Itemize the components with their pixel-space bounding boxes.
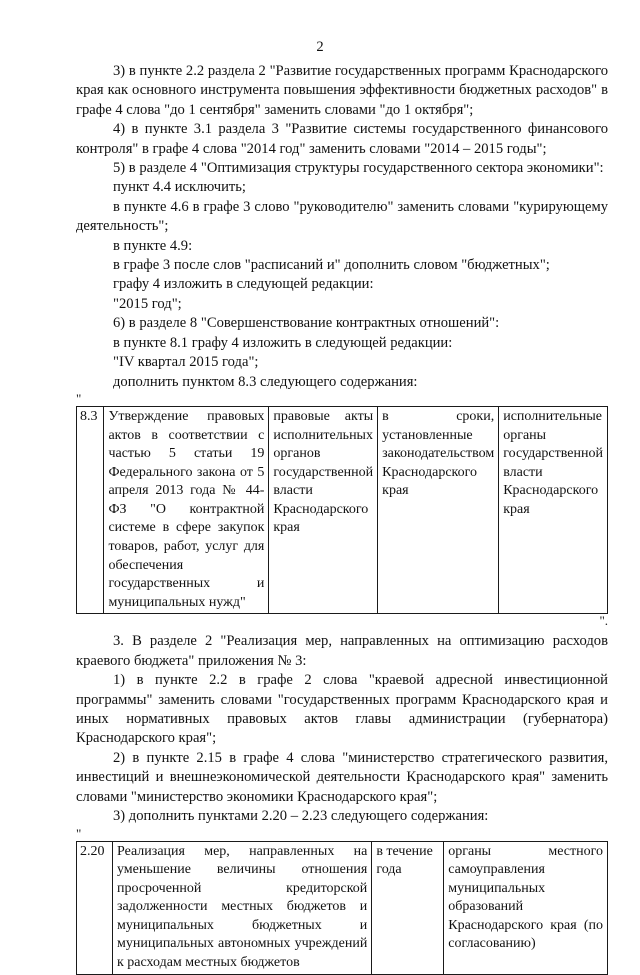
open-quote: " [76,390,82,406]
item-number: 8.3 [77,406,104,614]
paragraph: 3) в пункте 2.2 раздела 2 "Развитие государственных программ Краснодарского края как основного инструмента повышения эффективности бюджетных расходов" в графе 4 слова "до 1 сентября" заменить словами "до 1 октября"; [76,63,608,118]
table-row [77,841,608,974]
table-row [77,406,608,614]
paragraph: 1) в пункте 2.2 в графе 2 слова "краевой адресной инвестиционной программы" заменить словами "государственных программ Краснодарского края и иных нормативных правовых актов главы администрации (губернатора) Краснодарского края"; [76,672,608,747]
document-body [76,62,608,975]
paragraph: 5) в разделе 4 "Оптимизация структуры государственного сектора экономики": [113,160,604,177]
paragraph: "2015 год"; [113,295,182,312]
deadline-cell: в сроки, установленные законодательством Краснодарского края [378,406,499,614]
open-quote: " [76,825,82,841]
paragraph: в графе 3 после слов "расписаний и" дополнить словом "бюджетных"; [113,257,550,274]
amendment-table-2-20 [76,841,608,975]
close-quote: ". [599,613,608,629]
paragraph: в пункте 4.9: [113,237,193,254]
paragraph: в пункте 8.1 графу 4 изложить в следующей редакции: [113,334,453,351]
paragraph: "IV квартал 2015 года"; [113,354,259,371]
paragraph: в пункте 4.6 в графе 3 слово "руководителю" заменить словами "курирующему деятельность"; [76,198,608,235]
paragraph: 2) в пункте 2.15 в графе 4 слова "министерство стратегического развития, инвестиций и внешнеэкономической деятельности Краснодарского края" заменить словами "министерство экономики Краснодарского края"; [76,749,608,805]
executor-cell: исполнительные органы государственной власти Краснодарского края [499,406,608,614]
paragraph: 3. В разделе 2 "Реализация мер, направленных на оптимизацию расходов краевого бюджета" приложения № 3: [76,633,608,669]
executor-cell: органы местного самоуправления муниципальных образований Краснодарского края (по согласованию) [444,841,608,974]
amendment-table-8-3 [76,406,608,615]
paragraph: 3) дополнить пунктами 2.20 – 2.23 следующего содержания: [113,808,489,825]
paragraph: 6) в разделе 8 "Совершенствование контрактных отношений": [113,315,500,332]
page-number: 2 [316,39,324,55]
paragraph: графу 4 изложить в следующей редакции: [113,276,374,293]
paragraph: 4) в пункте 3.1 раздела 3 "Развитие системы государственного финансового контроля" в графе 4 слова "2014 год" заменить словами "2014 – 2015 годы"; [76,121,608,157]
item-number: 2.20 [77,841,113,974]
paragraph: дополнить пунктом 8.3 следующего содержания: [113,373,418,390]
measure-cell: Утверждение правовых актов в соответствии с частью 5 статьи 19 Федерального закона от 5 апреля 2013 года № 44-ФЗ "О контрактной системе в сфере закупок товаров, работ, услуг для обеспечения государственных и муниципальных нужд" [104,406,269,614]
action-cell: правовые акты исполнительных органов государственной власти Краснодарского края [269,406,378,614]
deadline-cell: в течение года [372,841,444,974]
paragraph: пункт 4.4 исключить; [113,179,246,196]
measure-cell: Реализация мер, направленных на уменьшение величины отношения просроченной кредиторской задолженности местных бюджетов и муниципальных бюджетных и муниципальных автономных учреждений к расходам местных бюджетов [112,841,371,974]
